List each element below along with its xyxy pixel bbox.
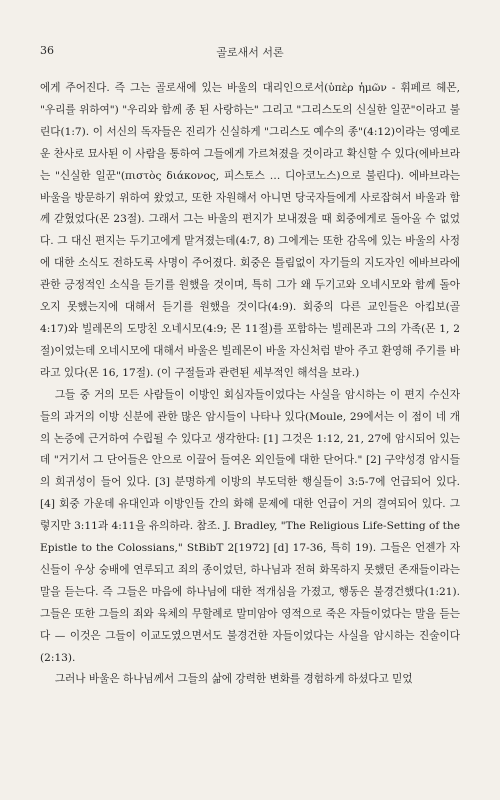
paragraph: 그들 중 거의 모든 사람들이 이방인 회심자들이었다는 사실을 암시하는 이 편지 수신자들의 과거의 이방 신분에 관한 많은 암시들이 나타나 있다(Moule, 29에서는 이 점이 네 개의 논증에 근거하여 수립될 수 있다고 생각한다: [1] 그것은 1:12, 21, 27에 암시되어 있는데 "거기서 그 단어들은 안으로 이끌어 들여온 외인들에 대한 단어다." [2] 구약성경 암시들의 희귀성이 들어 있다. [3] 분명하게 이방의 부도덕한 행실들이 3:5-7에 언급되어 있다. [4] 회중 가운데 유대인과 이방인들 간의 화해 문제에 대한 언급이 거의 결여되어 있다. 그렇지만 3:11과 4:11을 유의하라. 참조. J. Bradley, "The Religious Life-Setting of the Epistle to the Colossians," StBibT 2[1972] [d] 17-36, 특히 19). 그들은 언젠가 자신들이 우상 숭배에 연루되고 죄의 종이었던, 하나님과 전혀 화목하지 못했던 존재들이라는 말을 듣는다. 즉 그들은 마음에 하나님에 대한 적개심을 가졌고, 행동은 불경건했다(1:21). 그들은 또한 그들의 죄와 육체의 무할례로 말미암아 영적으로 죽은 자들이었다는 말을 듣는다 — 이것은 그들이 이교도였으면서도 불경건한 자들이었다는 사실을 암시하는 진술이다(2:13). [40,388,460,664]
body-text [40,78,460,691]
running-title: 골로새서 서론 [216,46,284,59]
paragraph: 에게 주어진다. 즉 그는 골로새에 있는 바울의 대리인으로서(ὑπὲρ ἡμῶν - 휘페르 헤몬, "우리를 위하여") "우리와 함께 종 된 사랑하는" 그리고 "그리스도의 신실한 일꾼"이라고 불린다(1:7). 이 서신의 독자들은 진리가 신실하게 "그리스도 예수의 종"(4:12)이라는 영예로운 찬사로 묘사된 이 사람을 통하여 그들에게 가르쳐졌을 것이라고 확신할 수 있다(에바브라는 "신실한 일꾼"(πιστὸς διάκονος, 피스토스 … 디아코노스)으로 불린다). 에바브라는 바울을 방문하기 위하여 왔었고, 또한 자원해서 아니면 당국자들에게 사로잡혀서 바울과 함께 갇혔었다(몬 23절). 그래서 그는 바울의 편지가 보내졌을 때 회중에게로 돌아올 수 없었다. 그 대신 편지는 두기고에게 맡겨졌는데(4:7, 8) 그에게는 또한 감옥에 있는 바울의 사정에 대한 소식도 전하도록 사명이 주어졌다. 회중은 틀림없이 자기들의 지도자인 에바브라에 관한 긍정적인 소식을 듣기를 원했을 것이며, 특히 그가 왜 두기고와 오네시모와 함께 돌아오지 못했는지에 대해서 듣기를 원했을 것이다(4:9). 회중의 다른 교인들은 아킵보(골 4:17)와 빌레몬의 도망친 오네시모(4:9; 몬 11절)를 포함하는 빌레몬과 그의 가족(몬 1, 2절)이었는데 오네시모에 대해서 바울은 빌레몬이 바울 자신처럼 받아 주고 환영해 주기를 바라고 있다(몬 16, 17절). (이 구절들과 관련된 세부적인 해석을 보라.) [40,82,460,379]
running-head [40,44,460,60]
page-number: 36 [40,44,54,57]
paragraph: 그러나 바울은 하나님께서 그들의 삶에 강력한 변화를 경험하게 하셨다고 믿었 [54,673,413,686]
